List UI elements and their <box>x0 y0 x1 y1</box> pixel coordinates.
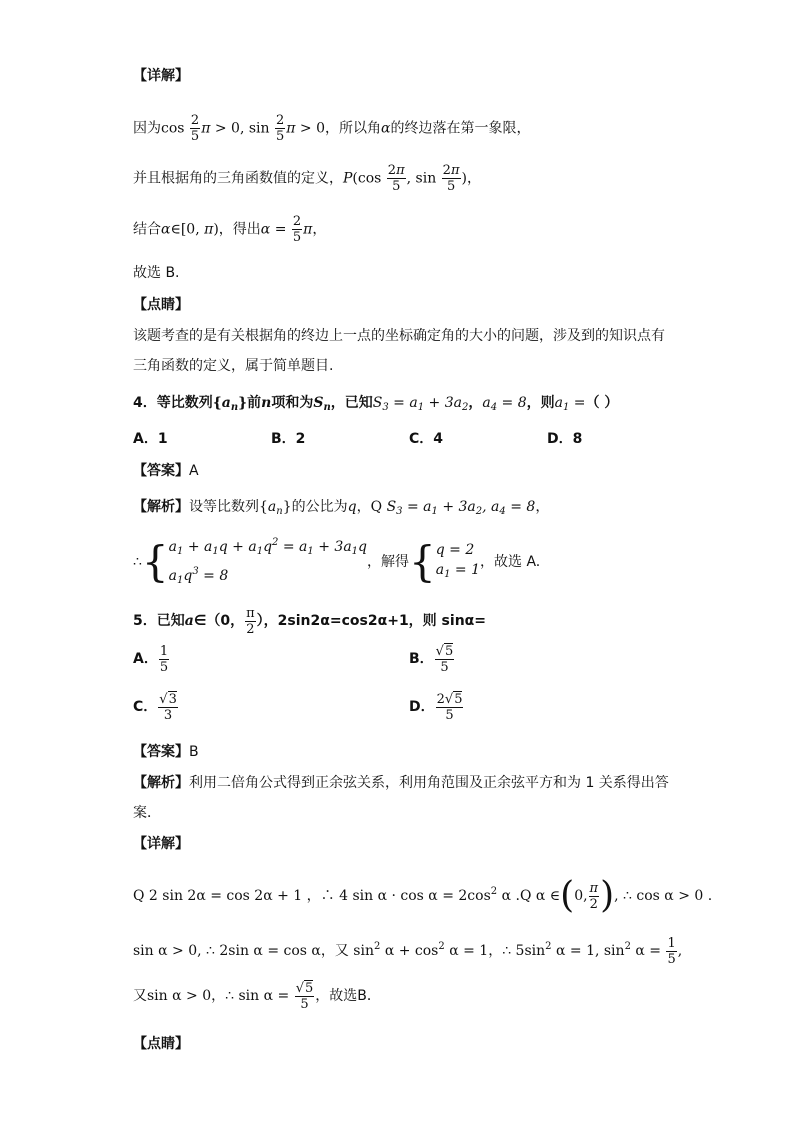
q4-stem: 4．等比数列$\{a_n\}$前n项和为$S_n$，已知$S_3 = a_1 + 3a_2$，$a_4 = 8$，则$a_1$ =（ ） <box>133 395 619 413</box>
q5-detail-heading: 【详解】 <box>133 836 189 852</box>
text: 并且根据角的三角函数值的定义， <box>133 170 343 187</box>
text: 结合 <box>133 221 161 238</box>
text: ， <box>356 499 371 515</box>
option-label: C． <box>133 699 158 715</box>
analysis-label: 【解析】 <box>133 499 189 515</box>
option-label: A． <box>133 651 158 667</box>
text: 又 <box>133 988 147 1004</box>
q5-option-a: A． $\frac{1}{5}$ <box>133 643 169 675</box>
q4-option-a: A．1 <box>133 431 168 447</box>
fraction: $\frac{2}{5}$ <box>275 113 285 144</box>
q5-analysis-line-1 <box>133 773 669 793</box>
detail-line-3: 结合α∈[0, π)，得出α = $\frac{2}{5}$ π， <box>133 214 327 245</box>
q5-option-b: B． $\frac{√5}{5}$ <box>409 643 454 675</box>
q4-option-d: D．8 <box>547 431 583 447</box>
q4-option-b: B．2 <box>271 431 306 447</box>
text: ，已知 <box>330 395 373 411</box>
comment-line-2: 三角函数的定义，属于简单题目. <box>133 358 334 374</box>
q4-answer <box>133 461 199 481</box>
q5-detail-line-1: Q 2 sin 2α = cos 2α + 1 ，∴ 4 $\sin \alpha \cdot \cos \alpha = 2\cos^2$ α .Q α ∈(0, $\frac{\pi}{2}$ ), ∴ cos α > 0 . <box>133 875 713 916</box>
fraction: $\frac{2}{5}$ <box>190 113 200 144</box>
fraction: $\frac{2\pi}{5}$ <box>442 163 460 194</box>
q5-option-d: D． $\frac{2√5}{5}$ <box>409 691 463 723</box>
q4-option-c: C．4 <box>409 431 444 447</box>
q5-comment-heading: 【点睛】 <box>133 1036 189 1052</box>
detail-line-4: 故选 B. <box>133 265 180 281</box>
fraction: $\frac{2\pi}{5}$ <box>387 163 405 194</box>
comment-heading: 【点睛】 <box>133 297 189 313</box>
fraction: $\frac{2}{5}$ <box>292 214 302 245</box>
text: ，则 <box>526 395 555 411</box>
q5-option-c: C． $\frac{√3}{3}$ <box>133 691 177 723</box>
text: 5．已知 <box>133 613 185 629</box>
solution-system: q = 2 $a_1 = 1$ <box>435 541 481 580</box>
text: 设等比数列 <box>189 499 259 515</box>
q5-answer <box>133 742 199 762</box>
text: 的公比为 <box>291 499 348 515</box>
text: ，故选 <box>315 988 358 1004</box>
answer-value: B <box>189 744 199 760</box>
q5-detail-line-2: sin α > 0, ∴ 2sin α = cos α，又 $\sin^2 \alpha + \cos^2 \alpha = 1$，∴ $5\sin^2$ α = 1, $\sin^2 \alpha$ = $\frac{1}{5}$ , <box>133 935 683 967</box>
text: ，故选 A. <box>480 554 541 570</box>
detail-line-1: 因为cos $\frac{2}{5}$ π > 0, sin $\frac{2}{5}$ π > 0，所以角α的终边落在第一象限， <box>133 113 531 144</box>
detail-heading: 【详解】 <box>133 68 189 84</box>
text: ，解得 <box>367 554 410 570</box>
answer-label: 【答案】 <box>133 744 189 760</box>
text: 4．等比数列 <box>133 395 213 411</box>
analysis-label: 【解析】 <box>133 775 189 791</box>
text: 因为 <box>133 120 161 137</box>
text: 前 <box>247 395 262 411</box>
text: 项和为 <box>271 395 314 411</box>
q5-detail-line-3: 又sin α > 0，∴ sin α = $\frac{√5}{5}$ ，故选B． <box>133 980 381 1012</box>
answer-value: A <box>189 463 199 479</box>
comment-line-1: 该题考查的是有关根据角的终边上一点的坐标确定角的大小的问题，涉及到的知识点有 <box>133 328 665 344</box>
text: ，所以角 <box>325 120 382 137</box>
text: ，2sin2α=cos2α+1，则 sinα= <box>263 613 487 629</box>
text: ，得出 <box>218 221 261 238</box>
q5-stem: 5．已知a∈（0， $\frac{\pi}{2}$ ），2sin2α=cos2α+1，则 sinα= <box>133 605 487 637</box>
text: 利用二倍角公式得到正余弦关系，利用角范围及正余弦平方和为 1 关系得出答 <box>189 775 669 791</box>
text: （ ） <box>585 395 619 411</box>
text: 的终边落在第一象限， <box>390 120 531 137</box>
q5-analysis-line-2: 案． <box>133 805 161 821</box>
text: ， <box>466 170 481 187</box>
equation-system: $a_1 + a_1q + a_1q^2 = a_1 + 3a_1q$ $a_1q^3 = 8$ <box>168 537 368 586</box>
option-label: D． <box>409 699 435 715</box>
answer-label: 【答案】 <box>133 463 189 479</box>
fraction: $\frac{\pi}{2}$ <box>246 605 255 637</box>
detail-line-2: 并且根据角的三角函数值的定义，P(cos $\frac{2\pi}{5}$ , sin $\frac{2\pi}{5}$ )， <box>133 163 481 194</box>
q4-system: ∴{ $a_1 + a_1q + a_1q^2 = a_1 + 3a_1q$ $a_1q^3 = 8$ ，解得{ q = 2 $a_1 = 1$ ，故选 A. <box>133 533 540 591</box>
q4-analysis: 【解析】设等比数列$\{a_n\}$的公比为q，Q $S_3 = a_1 + 3a_2$, $a_4 = 8$， <box>133 499 550 517</box>
text: ， <box>312 221 327 238</box>
text: B． <box>357 988 381 1004</box>
option-label: B． <box>409 651 434 667</box>
